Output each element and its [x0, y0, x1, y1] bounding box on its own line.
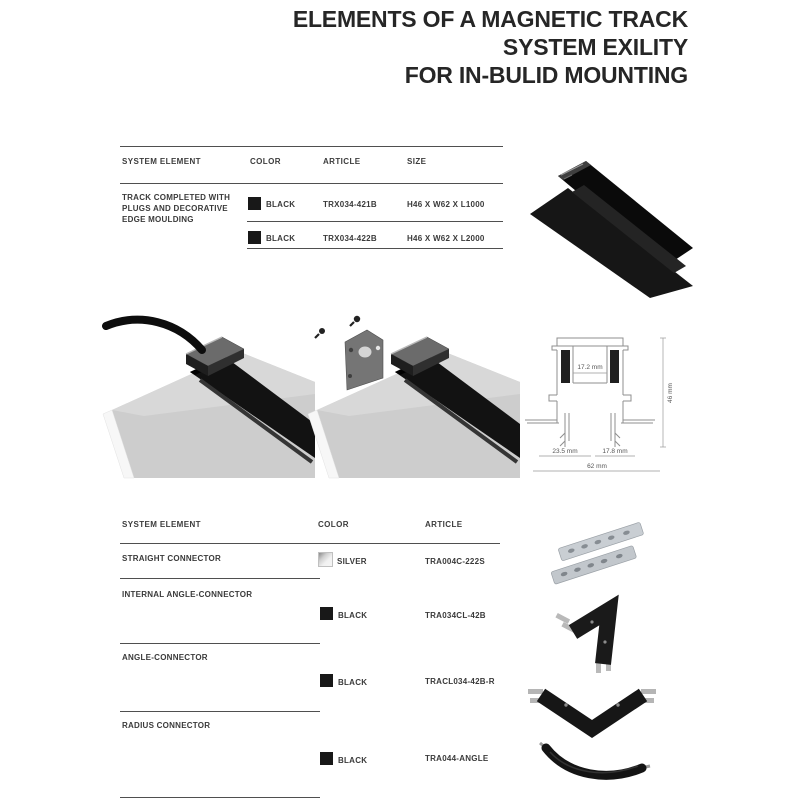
color-name: BLACK: [338, 611, 368, 620]
dim-total-width: 62 mm: [587, 463, 607, 470]
article-code: TRACL034-42B-R: [425, 677, 495, 686]
article-code: TRX034-421B: [323, 200, 377, 209]
system-element-label: INTERNAL ANGLE-CONNECTOR: [122, 590, 253, 599]
angle-connector-image: [528, 682, 656, 738]
color-name: BLACK: [266, 200, 296, 209]
system-element-label: STRAIGHT CONNECTOR: [122, 554, 222, 563]
track-profile-photo: [528, 146, 698, 301]
article-code: TRA044-ANGLE: [425, 754, 489, 763]
color-swatch-black: [248, 197, 261, 210]
article-code: TRA004C-222S: [425, 557, 485, 566]
mounting-screws: [315, 316, 360, 338]
table-rule: [120, 183, 503, 184]
article-code: TRX034-422B: [323, 234, 377, 243]
article-code: TRA034CL-42B: [425, 611, 486, 620]
col-header-system-element: SYSTEM ELEMENT: [122, 520, 201, 529]
color-swatch-black: [248, 231, 261, 244]
color-swatch-black: [320, 674, 333, 687]
page-title: [293, 5, 688, 89]
row-rule: [120, 711, 320, 712]
cross-section-drawing: [505, 325, 700, 483]
color-name: BLACK: [266, 234, 296, 243]
dim-inner-width: 17.2 mm: [577, 364, 603, 371]
col-header-size: SIZE: [407, 157, 427, 166]
system-element-label: ANGLE-CONNECTOR: [122, 653, 208, 662]
dim-height: 46 mm: [667, 383, 674, 403]
dim-bottom-left: 23.5 mm: [552, 448, 578, 455]
internal-angle-connector-image: [548, 594, 653, 674]
col-header-system-element: SYSTEM ELEMENT: [122, 157, 201, 166]
table-rule: [120, 543, 500, 544]
color-name: BLACK: [338, 678, 368, 687]
straight-connector-image: [540, 520, 660, 590]
page-title-line2: SYSTEM EXILITY: [502, 34, 688, 60]
system-element-label: TRACK COMPLETED WITH PLUGS AND DECORATIVE EDGE MOULDING: [122, 193, 231, 224]
radius-connector-image: [538, 738, 653, 784]
end-cap-plate: [345, 330, 383, 390]
row-rule: [247, 248, 503, 249]
row-rule: [120, 578, 320, 579]
size-value: H46 X W62 X L1000: [407, 200, 485, 209]
color-swatch-black: [320, 607, 333, 620]
track-table: [120, 146, 503, 250]
col-header-article: ARTICLE: [323, 157, 361, 166]
install-illustration-cable: [100, 312, 315, 480]
color-name: BLACK: [338, 756, 368, 765]
connector-table: [120, 512, 500, 798]
row-rule: [120, 643, 320, 644]
page-title-line1: ELEMENTS OF A MAGNETIC TRACK: [292, 6, 688, 32]
dim-bottom-right: 17.8 mm: [602, 448, 628, 455]
table-rule: [120, 146, 503, 147]
row-rule: [247, 221, 503, 222]
size-value: H46 X W62 X L2000: [407, 234, 485, 243]
page-title-line3: FOR IN-BULID MOUNTING: [404, 62, 688, 88]
color-swatch-silver: [318, 552, 333, 567]
row-rule: [120, 797, 320, 798]
power-cable: [106, 320, 202, 350]
color-swatch-black: [320, 752, 333, 765]
system-element-label: RADIUS CONNECTOR: [122, 721, 211, 730]
col-header-color: COLOR: [318, 520, 349, 529]
col-header-article: ARTICLE: [425, 520, 463, 529]
col-header-color: COLOR: [250, 157, 281, 166]
color-name: SILVER: [337, 557, 367, 566]
install-illustration-endcap: [305, 312, 520, 480]
